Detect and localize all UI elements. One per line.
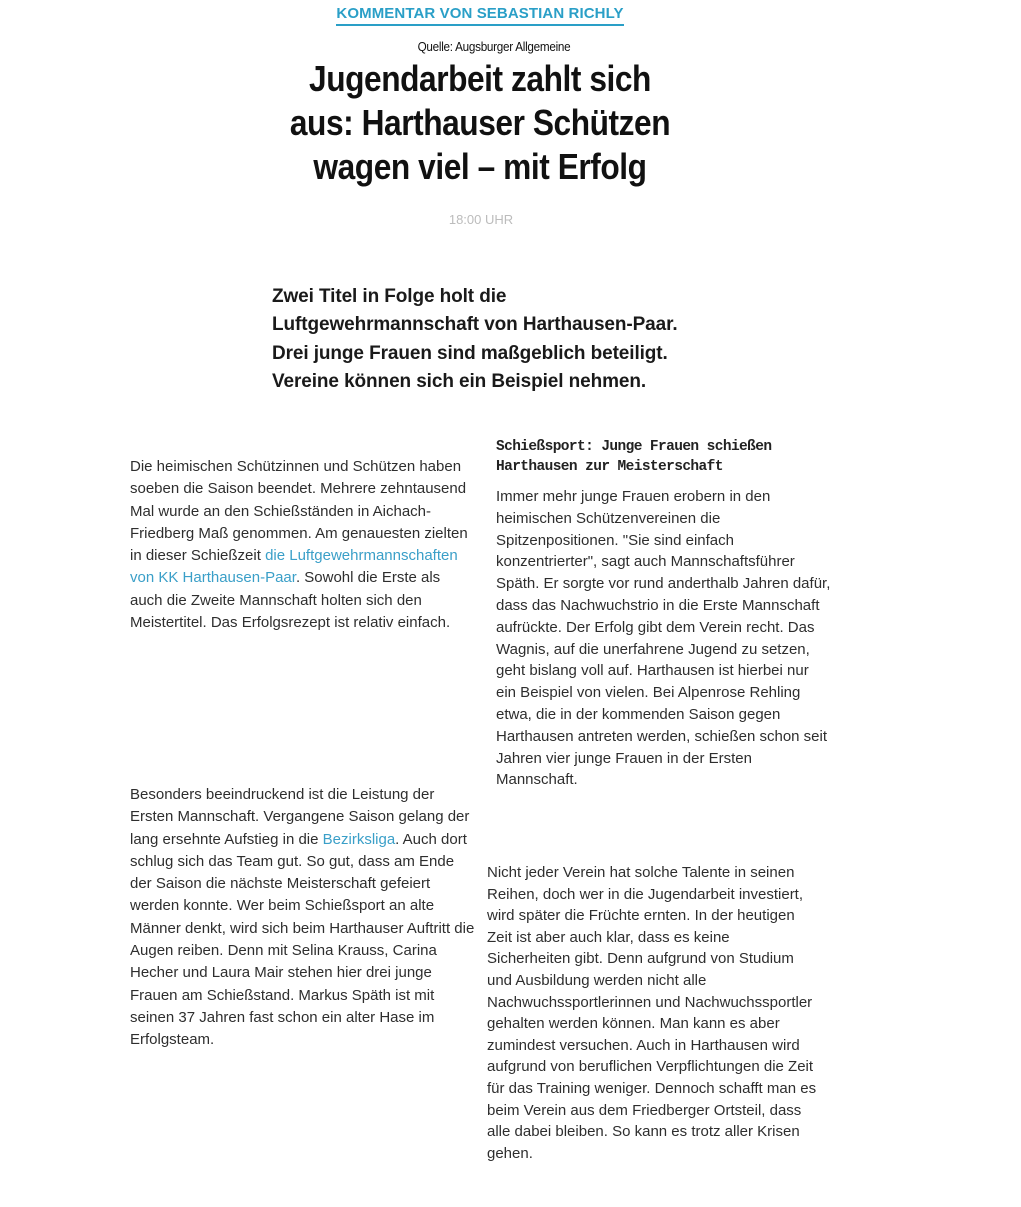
body-paragraph-2 xyxy=(130,784,475,1052)
article-headline: Jugendarbeit zahlt sich aus: Harthauser Schützen wagen viel – mit Erfolg xyxy=(289,58,671,187)
author-kicker-label[interactable]: KOMMENTAR VON SEBASTIAN RICHLY xyxy=(336,5,623,26)
related-article-title[interactable]: Schießsport: Junge Frauen schießen Harthausen zur Meisterschaft xyxy=(496,439,772,475)
body-paragraph-3: Immer mehr junge Frauen erobern in den heimischen Schützenvereinen die Spitzenpositionen. "Sie sind einfach konzentrierter", sagt auch Mannschaftsführer Späth. Er sorgte vor rund anderthalb Jahren dafür, dass das Nachwuchstrio in die Erste Mannschaft aufrückte. Der Erfolg gibt dem Verein recht. Das Wagnis, auf die unerfahrene Jugend zu setzen, geht bislang voll auf. Harthausen ist hierbei nur ein Beispiel von vielen. Bei Alpenrose Rehling etwa, die in der kommenden Saison gegen Harthausen antreten werden, schießen schon seit Jahren vier junge Frauen in der Ersten Mannschaft. xyxy=(496,488,831,789)
body-paragraph-4: Nicht jeder Verein hat solche Talente in seinen Reihen, doch wer in die Jugendarbeit investiert, wird später die Früchte ernten. In der heutigen Zeit ist aber auch klar, dass es keine Sicherheiten gibt. Denn aufgrund von Studium und Ausbildung werden nicht alle Nachwuchssportlerinnen und Nachwuchssportler gehalten werden können. Man kann es aber zumindest versuchen. Auch in Harthausen wird aufgrund von beruflichen Verpflichtungen die Zeit für das Training weniger. Dennoch schafft man es beim Verein aus dem Friedberger Ortsteil, dass alle dabei bleiben. So kann es trotz aller Krisen gehen. xyxy=(487,864,817,1162)
p2-text-before: Besonders beeindruckend ist die Leistung der Ersten Mannschaft. Vergangene Saison gelang der lang ersehnte Aufstieg in die xyxy=(130,786,470,848)
p1-text-after: . Sowohl die Erste als auch die Zweite Mannschaft holten sich den Meistertitel. Das Erfolgsrezept ist relativ einfach. xyxy=(130,569,451,632)
link-bezirksliga[interactable]: Bezirksliga xyxy=(322,830,396,848)
source-line: Quelle: Augsburger Allgemeine xyxy=(417,39,571,54)
body-paragraph-1 xyxy=(130,456,475,634)
article-lead: Zwei Titel in Folge holt die Luftgewehrmannschaft von Harthausen-Paar. Drei junge Frauen sind maßgeblich beteiligt. Vereine können sich ein Beispiel nehmen. xyxy=(272,286,678,392)
link-luftgewehrmannschaften[interactable]: die Luftgewehrmannschaften von KK Harthausen-Paar xyxy=(130,547,458,587)
p1-text-before: Die heimischen Schützinnen und Schützen haben soeben die Saison beendet. Mehrere zehntausend Mal wurde an den Schießständen in Aichach-Friedberg Maß genommen. Am genauesten zielten in dieser Schießzeit xyxy=(130,458,468,565)
author-kicker[interactable] xyxy=(0,5,960,22)
publish-time: 18:00 UHR xyxy=(448,212,514,227)
p2-text-after: . Auch dort schlug sich das Team gut. So gut, dass am Ende der Saison die nächste Meisterschaft gefeiert werden konnte. Wer beim Schießsport an alte Männer denkt, wird sich beim Harthauser Auftritt die Augen reiben. Denn mit Selina Krauss, Carina Hecher und Laura Mair stehen hier drei junge Frauen am Schießstand. Markus Späth ist mit seinen 37 Jahren fast schon ein alter Hase im Erfolgsteam. xyxy=(130,830,475,1049)
